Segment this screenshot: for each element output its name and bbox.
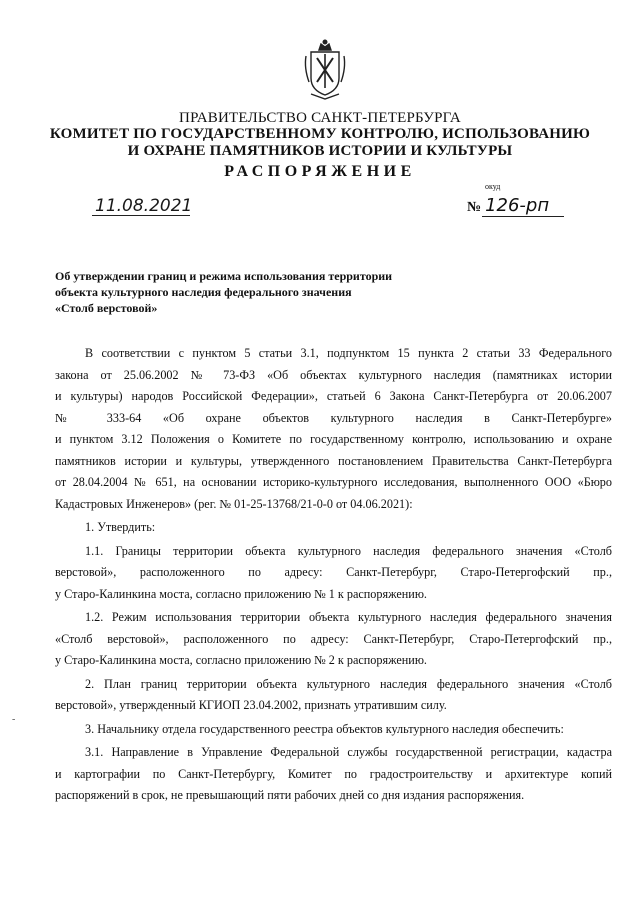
text-line: у Старо-Калинкина моста, согласно приложению № 1 к распоряжению. [55,586,427,601]
committee-name-line-2: И ОХРАНЕ ПАМЯТНИКОВ ИСТОРИИ И КУЛЬТУРЫ [127,143,513,159]
text-line: «Столб верстовой», расположенного по адресу: Санкт-Петербург, Старо-Петергофский пр., [55,631,612,646]
text-line: верстовой», утвержденный КГИОП 23.04.2002, признать утратившим силу. [55,698,447,712]
text-line: и культуры) народов Российской Федерации», статьей 6 Закона Санкт-Петербурга от 20.06.2007 [55,389,612,403]
text-line: 3.1. Направление в Управление Федеральной службы государственной регистрации, кадастра [85,745,612,759]
paragraph-3-1 [55,742,612,807]
text-line: от 28.04.2004 № 651, на основании историко-культурного исследования, выполненного ООО «Бюро [55,475,612,489]
order-number-value: 126-рп [485,195,550,216]
number-sign: № [467,200,482,215]
paragraph-preamble [55,343,612,807]
title-line: Об утверждении границ и режима использования территории [55,269,393,283]
coat-of-arms-emblem [303,38,347,100]
text-line: у Старо-Калинкина моста, согласно приложению № 2 к распоряжению. [55,653,427,667]
text-line: закона от 25.06.2002 № 73-ФЗ «Об объектах культурного наследия (памятниках истории [55,367,612,382]
paragraph-2 [55,674,612,717]
document-type: РАСПОРЯЖЕНИЕ [224,163,416,180]
number-underline [482,216,564,217]
order-number [467,195,549,216]
document-title [55,268,455,316]
text-line: и пунктом 3.12 Положения о Комитете по государственному контролю, использованию и охране [55,432,612,446]
text-line: В соответствии с пунктом 5 статьи 3.1, подпунктом 15 пункта 2 статьи 33 Федерального [85,346,612,360]
paragraph-1-2 [55,607,612,672]
text-line: распоряжений в срок, не превышающий пяти рабочих дней со дня издания распоряжения. [55,788,525,802]
paragraph-1-1 [55,541,612,606]
committee-name-line-1: КОМИТЕТ ПО ГОСУДАРСТВЕННОМУ КОНТРОЛЮ, ИСПОЛЬЗОВАНИЮ [49,126,591,142]
text-line: 1.2. Режим использования территории объекта культурного наследия федерального значения [85,610,612,624]
text-line: памятников истории и культуры, утвержденного постановлением Правительства Санкт-Петербурга [55,453,612,468]
government-name: ПРАВИТЕЛЬСТВО САНКТ-ПЕТЕРБУРГА [179,110,461,126]
text-line: 1. Утвердить: [85,520,156,534]
paragraph-3 [55,719,612,741]
okud-label: окуд [485,182,501,191]
text-line: и картографии по Санкт-Петербургу, Комитет по градостроительству и архитектуре копий [55,766,612,781]
date-underline [92,215,190,216]
text-line: 1.1. Границы территории объекта культурного наследия федерального значения «Столб [85,543,612,558]
text-line: Кадастровых Инженеров» (рег. № 01-25-13768/21-0-0 от 04.06.2021): [55,496,413,511]
title-line: объекта культурного наследия федерального значения [55,285,352,299]
text-line: 2. План границ территории объекта культурного наследия федерального значения «Столб [85,676,612,691]
title-line: «Столб верстовой» [55,301,158,315]
order-date: 11.08.2021 [95,196,193,216]
paragraph-1 [55,517,612,539]
text-line: верстовой», расположенного по адресу: Санкт-Петербург, Старо-Петергофский пр., [55,565,612,579]
margin-mark: - [12,714,16,725]
text-line: 3. Начальнику отдела государственного реестра объектов культурного наследия обеспечить: [85,721,564,736]
text-line: № 333-64 «Об охране объектов культурного наследия в Санкт-Петербурге» [55,410,612,425]
